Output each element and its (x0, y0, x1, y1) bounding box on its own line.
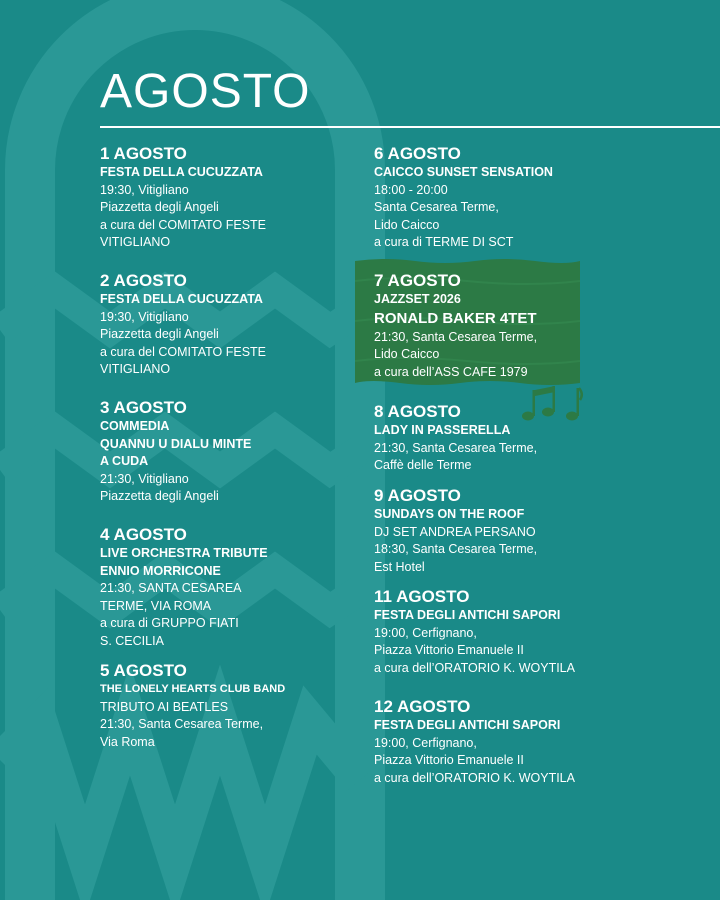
event-name: LADY IN PASSERELLA (374, 423, 511, 437)
event-detail: 21:30, Santa Cesarea Terme, (100, 717, 264, 731)
event-detail: 21:30, Vitigliano (100, 471, 189, 486)
event-detail: VITIGLIANO (100, 362, 171, 376)
event-date: 11 AGOSTO (374, 587, 470, 606)
event-7-agosto (374, 271, 704, 381)
event-date: 8 AGOSTO (374, 402, 461, 421)
event-3-agosto (100, 398, 360, 506)
event-detail: TERME, VIA ROMA (100, 598, 212, 613)
event-detail: a cura del COMITATO FESTE (100, 217, 267, 232)
event-date: 12 AGOSTO (374, 697, 471, 716)
event-name: A CUDA (100, 454, 149, 468)
event-detail: 18:30, Santa Cesarea Terme, (374, 542, 538, 556)
event-name: QUANNU U DIALU MINTE (100, 436, 252, 451)
event-detail: a cura dell’ASS CAFE 1979 (374, 364, 528, 379)
event-name: JAZZSET 2026 (374, 292, 461, 306)
event-detail: a cura del COMITATO FESTE (100, 344, 267, 359)
event-detail: Lido Caicco (374, 217, 440, 232)
event-name: RONALD BAKER 4TET (374, 309, 537, 327)
event-detail: 21:30, Santa Cesarea Terme, (374, 329, 538, 344)
event-detail: Piazza Vittorio Emanuele II (374, 643, 524, 657)
event-date: 4 AGOSTO (100, 525, 187, 544)
event-date: 5 AGOSTO (100, 661, 187, 680)
event-name: FESTA DEGLI ANTICHI SAPORI (374, 718, 561, 732)
event-detail: 21:30, SANTA CESAREA (100, 581, 242, 595)
event-1-agosto (100, 144, 360, 252)
event-name: FESTA DELLA CUCUZZATA (100, 165, 263, 179)
event-detail: Caffè delle Terme (374, 458, 472, 472)
event-detail: 18:00 - 20:00 (374, 182, 448, 197)
event-detail: Est Hotel (374, 559, 425, 574)
event-detail: 19:00, Cerfignano, (374, 625, 477, 640)
event-name: LIVE ORCHESTRA TRIBUTE (100, 546, 268, 560)
event-detail: Piazzetta degli Angeli (100, 200, 219, 214)
event-detail: 19:00, Cerfignano, (374, 735, 477, 750)
event-name: ENNIO MORRICONE (100, 563, 221, 578)
event-detail: S. CECILIA (100, 633, 164, 648)
event-4-agosto (100, 525, 360, 650)
event-5-agosto (100, 661, 360, 751)
event-detail: DJ SET ANDREA PERSANO (374, 524, 536, 539)
event-name: FESTA DEGLI ANTICHI SAPORI (374, 608, 561, 622)
event-detail: Via Roma (100, 734, 155, 749)
event-detail: a cura dell’ORATORIO K. WOYTILA (374, 770, 575, 785)
event-detail: Piazza Vittorio Emanuele II (374, 753, 524, 767)
event-8-agosto (374, 402, 704, 475)
title-divider (100, 126, 720, 128)
event-name: CAICCO SUNSET SENSATION (374, 165, 553, 179)
event-2-agosto (100, 271, 360, 379)
event-name: COMMEDIA (100, 419, 170, 433)
event-date: 9 AGOSTO (374, 486, 461, 505)
event-name: THE LONELY HEARTS CLUB BAND (100, 683, 286, 695)
event-detail: 19:30, Vitigliano (100, 182, 189, 197)
event-detail: 21:30, Santa Cesarea Terme, (374, 440, 538, 455)
page-title: AGOSTO (100, 65, 311, 118)
event-detail: Lido Caicco (374, 347, 440, 361)
event-date: 7 AGOSTO (374, 271, 461, 290)
event-9-agosto (374, 486, 704, 576)
event-detail: a cura dell’ORATORIO K. WOYTILA (374, 660, 575, 675)
event-11-agosto (374, 587, 704, 677)
event-detail: Piazzetta degli Angeli (100, 489, 219, 503)
event-name: SUNDAYS ON THE ROOF (374, 507, 525, 521)
event-detail: Santa Cesarea Terme, (374, 200, 499, 214)
event-detail: TRIBUTO AI BEATLES (100, 699, 229, 714)
event-detail: Piazzetta degli Angeli (100, 327, 219, 341)
event-detail: a cura di TERME DI SCT (374, 235, 514, 249)
event-date: 2 AGOSTO (100, 271, 187, 290)
event-detail: 19:30, Vitigliano (100, 309, 189, 324)
event-date: 6 AGOSTO (374, 144, 461, 163)
event-date: 1 AGOSTO (100, 144, 187, 163)
event-detail: VITIGLIANO (100, 235, 171, 249)
event-name: FESTA DELLA CUCUZZATA (100, 292, 263, 306)
event-6-agosto (374, 144, 704, 252)
event-date: 3 AGOSTO (100, 398, 187, 417)
event-12-agosto (374, 697, 704, 787)
event-detail: a cura di GRUPPO FIATI (100, 616, 239, 630)
